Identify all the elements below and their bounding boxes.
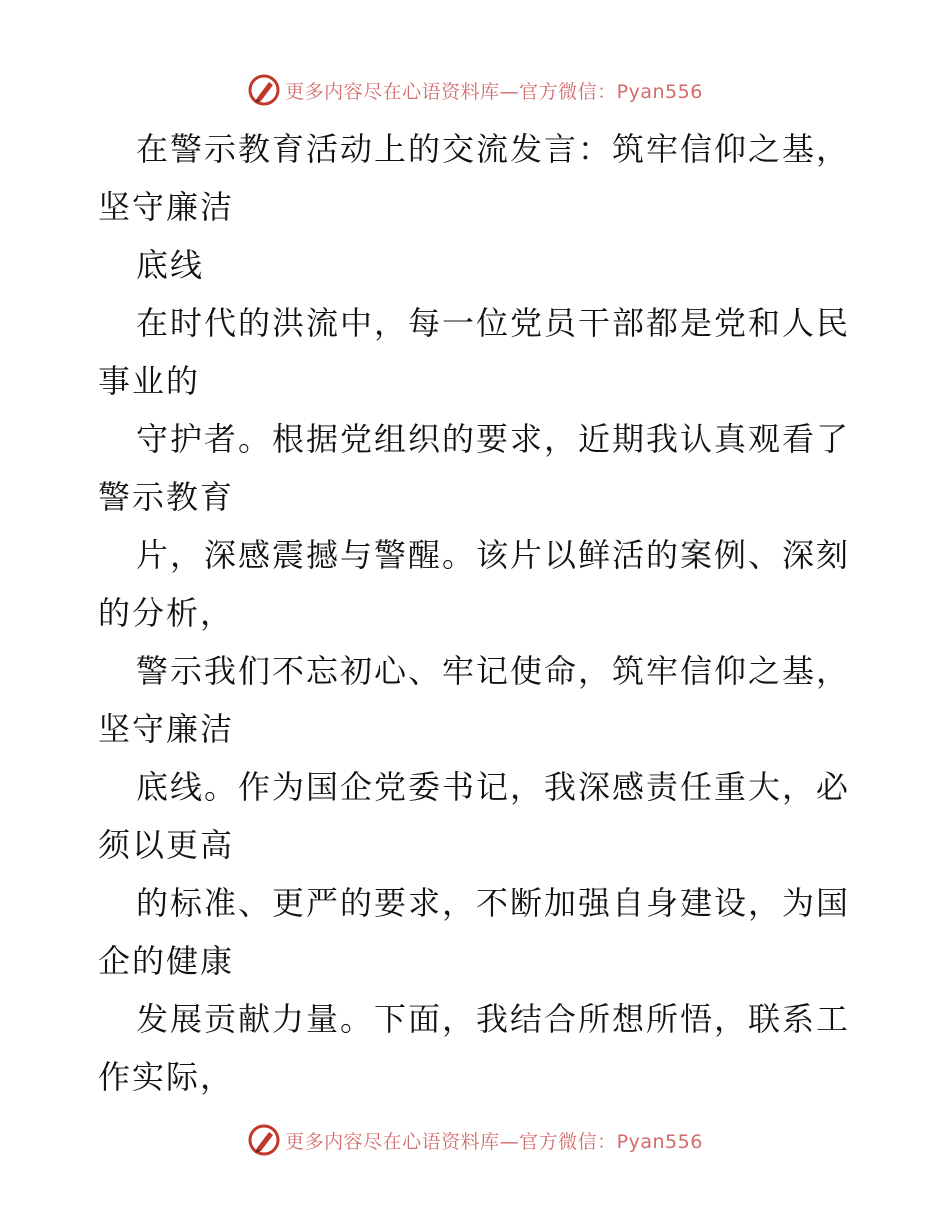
header-banner (0, 70, 950, 110)
text-line: 底线 (136, 246, 205, 284)
document-body (98, 120, 858, 1106)
text-line: 须以更高 (98, 826, 235, 864)
text-line: 作实际， (98, 1058, 235, 1096)
text-line: 在警示教育活动上的交流发言：筑牢信仰之基， (136, 130, 851, 168)
text-line: 坚守廉洁 (98, 188, 235, 226)
pen-logo-icon (247, 73, 281, 107)
footer-banner-text: 更多内容尽在心语资料库—官方微信：Pyan556 (285, 1130, 703, 1153)
text-line: 企的健康 (98, 942, 235, 980)
text-line: 警示教育 (98, 478, 235, 516)
text-line: 的标准、更严的要求，不断加强自身建设，为国 (136, 884, 851, 922)
text-line: 在时代的洪流中，每一位党员干部都是党和人民 (136, 304, 851, 342)
footer-banner (0, 1120, 950, 1160)
text-line: 事业的 (98, 362, 201, 400)
text-line: 的分析， (98, 594, 235, 632)
text-line: 警示我们不忘初心、牢记使命，筑牢信仰之基， (136, 652, 851, 690)
header-banner-text: 更多内容尽在心语资料库—官方微信：Pyan556 (285, 80, 703, 103)
text-line: 底线。作为国企党委书记，我深感责任重大，必 (136, 768, 851, 806)
pen-logo-icon (247, 1123, 281, 1157)
text-line: 片，深感震撼与警醒。该片以鲜活的案例、深刻 (136, 536, 851, 574)
text-line: 守护者。根据党组织的要求，近期我认真观看了 (136, 420, 851, 458)
text-line: 坚守廉洁 (98, 710, 235, 748)
text-line: 发展贡献力量。下面，我结合所想所悟，联系工 (136, 1000, 851, 1038)
